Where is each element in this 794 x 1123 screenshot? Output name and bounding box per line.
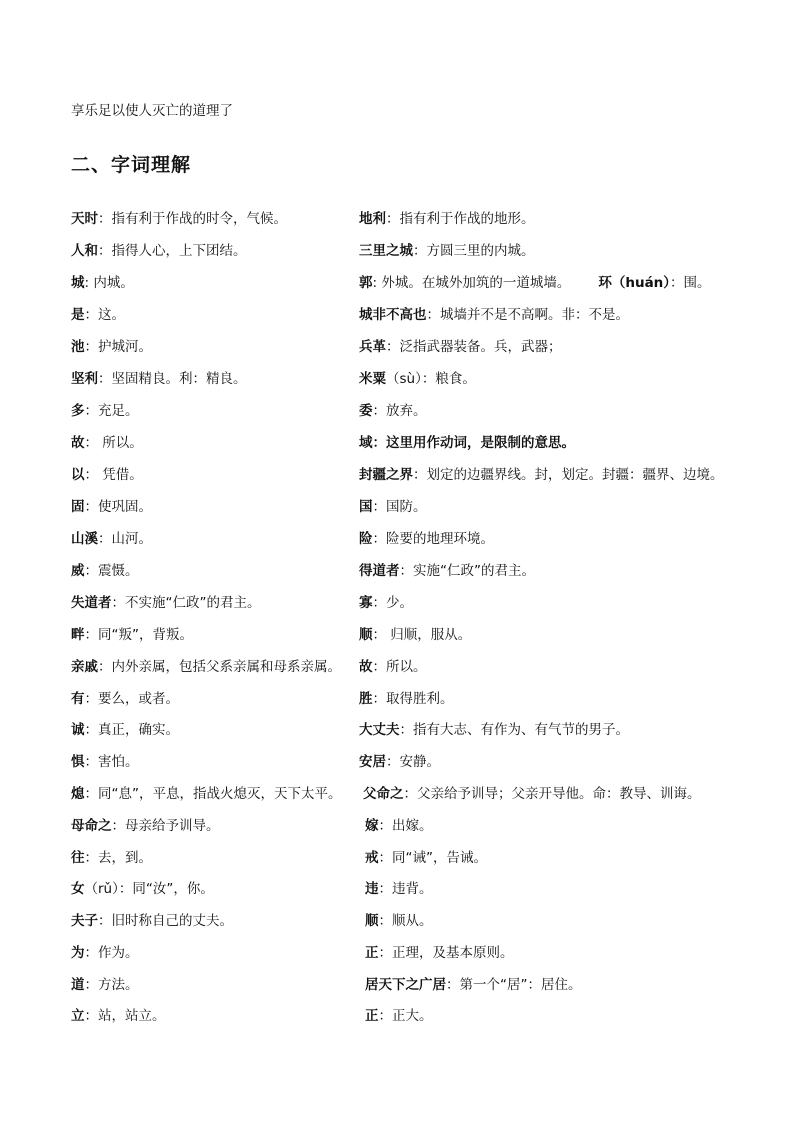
entry-term: 为 — [71, 945, 85, 961]
entry-def: ：方法。 — [84, 977, 139, 993]
entry-term: 顺 — [365, 913, 379, 929]
entry-chi — [71, 337, 152, 357]
entry-def: ：震慑。 — [84, 563, 139, 579]
entry-xi — [71, 784, 342, 804]
entry-def: ：护城河。 — [84, 339, 152, 355]
entry-term: 山溪 — [71, 531, 98, 547]
entry-dili — [359, 209, 535, 229]
entry-guo — [359, 273, 711, 293]
entry-def: ：母亲给予训导。 — [111, 818, 220, 834]
entry-def: : 外城。在城外加筑的一道城墙。 — [372, 275, 571, 291]
entry-gu-gonggu — [71, 497, 152, 517]
entry-def: ：站，站立。 — [84, 1008, 166, 1024]
entry-sheng — [359, 689, 454, 709]
entry-def: ：要么，或者。 — [84, 691, 179, 707]
entry-sanlizhicheng — [359, 241, 535, 261]
entry-yi — [71, 465, 143, 485]
entry-term: 寡 — [359, 595, 373, 611]
entry-term: 立 — [71, 1008, 85, 1024]
entry-term: 地利 — [359, 211, 386, 227]
entry-shun-guishun — [359, 625, 471, 645]
entry-shidaozhe — [71, 593, 261, 613]
entry-xian — [359, 529, 494, 549]
entry-term: 故 — [359, 659, 373, 675]
entry-def: ：城墙并不是不高啊。非：不是。 — [426, 307, 629, 323]
entry-term: 大丈夫 — [359, 722, 400, 738]
entry-jutianxia — [365, 975, 582, 995]
entry-def: ：放弃。 — [372, 403, 427, 419]
entry-def: ：使巩固。 — [84, 499, 152, 515]
entry-def: ：害怕。 — [84, 754, 139, 770]
entry-wang — [71, 848, 152, 868]
entry-term: 环（huán） — [598, 275, 671, 291]
entry-qinqi — [71, 657, 341, 677]
entry-term: 三里之城 — [359, 243, 413, 259]
entry-def: （rǔ）：同“汝”，你。 — [84, 881, 214, 897]
entry-def: ：所以。 — [372, 659, 427, 675]
entry-wei-zhenshe — [71, 561, 139, 581]
entry-term: 故 — [71, 435, 85, 451]
entry-fuzi — [71, 911, 233, 931]
entry-def: ：同“叛”，背叛。 — [84, 627, 193, 643]
entry-def: ：划定的边疆界线。封，划定。封疆：疆界、边境。 — [413, 467, 724, 483]
entry-def: ：指得人心，上下团结。 — [98, 243, 247, 259]
entry-def: ：不实施“仁政”的君主。 — [111, 595, 261, 611]
entry-yu — [359, 433, 575, 453]
entry-term: 有 — [71, 691, 85, 707]
entry-term: 米粟 — [359, 371, 386, 387]
intro-text: 享乐足以使人灭亡的道理了 — [71, 103, 233, 119]
entry-wei-zuowei — [71, 943, 139, 963]
entry-bingge — [359, 337, 562, 357]
entry-term: 安居 — [359, 754, 386, 770]
entry-term: 多 — [71, 403, 85, 419]
entry-term: 郭 — [359, 275, 373, 291]
entry-guo-guofang — [359, 497, 427, 517]
entry-zheng-zhengda — [365, 1006, 433, 1026]
entry-term: 居天下之广居 — [365, 977, 446, 993]
entry-term: 池 — [71, 339, 85, 355]
entry-term: 兵革 — [359, 339, 386, 355]
entry-def: ：正大。 — [378, 1008, 433, 1024]
entry-def: ：第一个“居”：居住。 — [446, 977, 582, 993]
entry-zheng-zhengli — [365, 943, 514, 963]
entry-term: 得道者 — [359, 563, 400, 579]
entry-shi — [71, 305, 125, 325]
entry-term: 险 — [359, 531, 373, 547]
entry-def: ：险要的地理环境。 — [372, 531, 494, 547]
entry-def: ：这里用作动词，是限制的意思。 — [372, 435, 575, 451]
entry-term: 亲戚 — [71, 659, 98, 675]
entry-term: 域 — [359, 435, 373, 451]
entry-term: 天时 — [71, 211, 98, 227]
entry-term: 胜 — [359, 691, 373, 707]
entry-def: ：坚固精良。利：精良。 — [98, 371, 247, 387]
entry-term: 正 — [365, 1008, 379, 1024]
section-title: 二、字词理解 — [71, 154, 192, 176]
entry-term: 威 — [71, 563, 85, 579]
entry-def: ：同“诫”，告诫。 — [378, 850, 487, 866]
entry-ru — [71, 879, 214, 899]
entry-term: 违 — [365, 881, 379, 897]
entry-term: 人和 — [71, 243, 98, 259]
entry-term: 城非不高也 — [359, 307, 427, 323]
entry-term: 以 — [71, 467, 85, 483]
entry-def: ：这。 — [84, 307, 125, 323]
entry-dedaozhe — [359, 561, 535, 581]
entry-term: 固 — [71, 499, 85, 515]
entry-def: ：去，到。 — [84, 850, 152, 866]
entry-term: 封疆之界 — [359, 467, 413, 483]
entry-def: ： 归顺，服从。 — [372, 627, 472, 643]
entry-term: 委 — [359, 403, 373, 419]
entry-gu — [71, 433, 143, 453]
entry-term: 坚利 — [71, 371, 98, 387]
entry-term: 畔 — [71, 627, 85, 643]
entry-pan — [71, 625, 193, 645]
entry-def: ：泛指武器装备。兵，武器； — [386, 339, 562, 355]
entry-term: 道 — [71, 977, 85, 993]
entry-gu-suoyi — [359, 657, 427, 677]
entry-shanxi — [71, 529, 152, 549]
entry-def: ：出嫁。 — [378, 818, 433, 834]
entry-fengjiang — [359, 465, 724, 485]
entry-def: ： 所以。 — [84, 435, 143, 451]
entry-huan — [598, 275, 710, 291]
entry-shun-shuncong — [365, 911, 433, 931]
entry-def: : 内城。 — [84, 275, 134, 291]
entry-term: 正 — [365, 945, 379, 961]
entry-tianshi — [71, 209, 287, 229]
entry-def: ：实施“仁政”的君主。 — [399, 563, 535, 579]
entry-def: ： 凭借。 — [84, 467, 143, 483]
entry-def: ：国防。 — [372, 499, 427, 515]
entry-def: ：旧时称自己的丈夫。 — [98, 913, 233, 929]
entry-def: ：取得胜利。 — [372, 691, 454, 707]
entry-dazhangfu — [359, 720, 629, 740]
entry-term: 夫子 — [71, 913, 98, 929]
entry-term: 熄 — [71, 786, 85, 802]
entry-def: ：安静。 — [386, 754, 440, 770]
entry-def: ：山河。 — [98, 531, 152, 547]
entry-def: ：正理，及基本原则。 — [378, 945, 514, 961]
entry-def: ：指有大志、有作为、有气节的男子。 — [399, 722, 629, 738]
entry-mumingzhi — [71, 816, 220, 836]
entry-def: ：同“息”，平息，指战火熄灭，天下太平。 — [84, 786, 342, 802]
entry-def: ：作为。 — [84, 945, 139, 961]
entry-def: ：指有利于作战的地形。 — [386, 211, 535, 227]
entry-def: ：充足。 — [84, 403, 139, 419]
entry-weibei — [365, 879, 433, 899]
entry-fumingzhi — [363, 784, 701, 804]
entry-cheng-zhenzheng — [71, 720, 179, 740]
entry-term: 诚 — [71, 722, 85, 738]
entry-term: 母命之 — [71, 818, 112, 834]
entry-renhe — [71, 241, 247, 261]
entry-anju — [359, 752, 440, 772]
entry-misu — [359, 369, 476, 389]
entry-duo — [71, 401, 139, 421]
entry-def: ：顺从。 — [378, 913, 433, 929]
entry-gua — [359, 593, 413, 613]
entry-you — [71, 689, 179, 709]
entry-term: 父命之 — [363, 786, 404, 802]
entry-def: ：父亲给予训导；父亲开导他。命：教导、训诲。 — [403, 786, 701, 802]
entry-jia — [365, 816, 433, 836]
entry-jianli — [71, 369, 247, 389]
entry-def: ：真正，确实。 — [84, 722, 179, 738]
entry-term: 城 — [71, 275, 85, 291]
entry-dao — [71, 975, 139, 995]
entry-term: 女 — [71, 881, 85, 897]
entry-def: （sù）：粮食。 — [386, 371, 476, 387]
entry-term: 失道者 — [71, 595, 112, 611]
entry-def: ：少。 — [372, 595, 413, 611]
entry-term: 嫁 — [365, 818, 379, 834]
entry-li — [71, 1006, 166, 1026]
entry-jie — [365, 848, 487, 868]
entry-def: ：围。 — [670, 275, 711, 291]
entry-term: 国 — [359, 499, 373, 515]
entry-term: 往 — [71, 850, 85, 866]
entry-def: ：违背。 — [378, 881, 433, 897]
entry-def: ：方圆三里的内城。 — [413, 243, 535, 259]
entry-term: 顺 — [359, 627, 373, 643]
entry-term: 戒 — [365, 850, 379, 866]
entry-chengfeibugao — [359, 305, 629, 325]
entry-term: 惧 — [71, 754, 85, 770]
entry-wei — [359, 401, 427, 421]
entry-term: 是 — [71, 307, 85, 323]
entry-cheng — [71, 273, 134, 293]
entry-ju — [71, 752, 139, 772]
entry-def: ：指有利于作战的时令，气候。 — [98, 211, 287, 227]
entry-def: ：内外亲属，包括父系亲属和母系亲属。 — [98, 659, 341, 675]
